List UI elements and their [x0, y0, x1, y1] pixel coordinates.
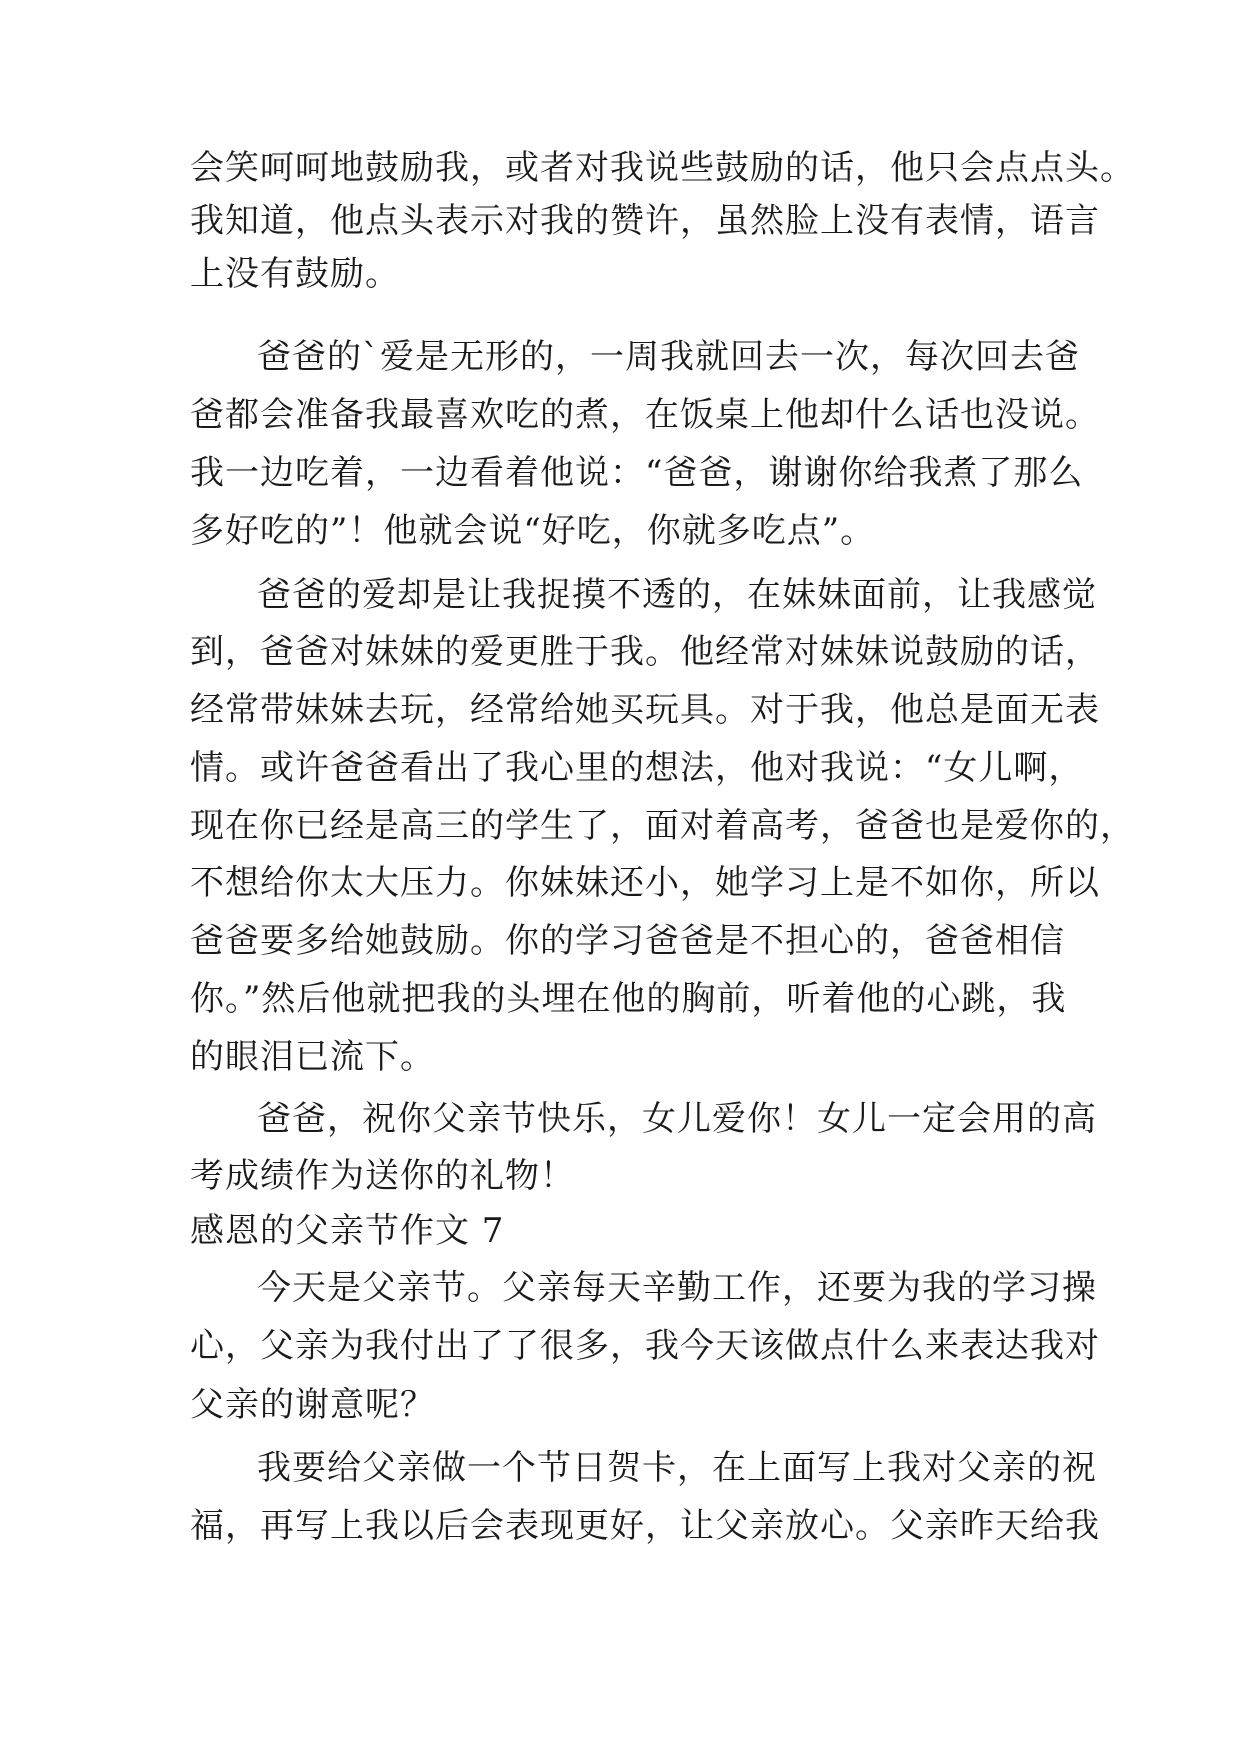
text-line: 父亲的谢意呢？ [190, 1385, 435, 1425]
text-line: 会笑呵呵地鼓励我，或者对我说些鼓励的话，他只会点点头。 [190, 148, 1135, 188]
text-line: 到，爸爸对妹妹的爱更胜于我。他经常对妹妹说鼓励的话， [190, 632, 1100, 672]
text-line: 我一边吃着，一边看着他说：“爸爸，谢谢你给我煮了那么 [190, 453, 1084, 493]
text-line: 心，父亲为我付出了了很多，我今天该做点什么来表达我对 [190, 1326, 1100, 1366]
text-line: 现在你已经是高三的学生了，面对着高考，爸爸也是爱你的， [190, 806, 1135, 846]
text-line: 考成绩作为送你的礼物！ [190, 1156, 575, 1196]
text-line: 情。或许爸爸看出了我心里的想法，他对我说：“女儿啊， [190, 748, 1084, 788]
text-line: 不想给你太大压力。你妹妹还小，她学习上是不如你，所以 [190, 863, 1100, 903]
text-line: 上没有鼓励。 [190, 254, 400, 294]
text-line: 经常带妹妹去玩，经常给她买玩具。对于我，他总是面无表 [190, 690, 1100, 730]
text-line: 多好吃的”！他就会说“好吃，你就多吃点”。 [190, 511, 876, 551]
paragraph-first-line: 爸爸的`爱是无形的，一周我就回去一次，每次回去爸 [257, 337, 1080, 377]
text-line: 福，再写上我以后会表现更好，让父亲放心。父亲昨天给我 [190, 1506, 1100, 1546]
section-heading: 感恩的父亲节作文 7 [190, 1211, 505, 1251]
paragraph-first-line: 爸爸，祝你父亲节快乐，女儿爱你！女儿一定会用的高 [257, 1099, 1097, 1139]
paragraph-first-line: 我要给父亲做一个节日贺卡，在上面写上我对父亲的祝 [257, 1448, 1097, 1488]
paragraph-first-line: 爸爸的爱却是让我捉摸不透的，在妹妹面前，让我感觉 [257, 575, 1097, 615]
text-line: 你。”然后他就把我的头埋在他的胸前，听着他的心跳，我 [190, 979, 1067, 1019]
text-line: 的眼泪已流下。 [190, 1037, 435, 1077]
text-line: 爸都会准备我最喜欢吃的煮，在饭桌上他却什么话也没说。 [190, 395, 1100, 435]
text-line: 我知道，他点头表示对我的赞许，虽然脸上没有表情，语言 [190, 201, 1100, 241]
text-line: 爸爸要多给她鼓励。你的学习爸爸是不担心的，爸爸相信 [190, 921, 1065, 961]
paragraph-first-line: 今天是父亲节。父亲每天辛勤工作，还要为我的学习操 [257, 1268, 1097, 1308]
